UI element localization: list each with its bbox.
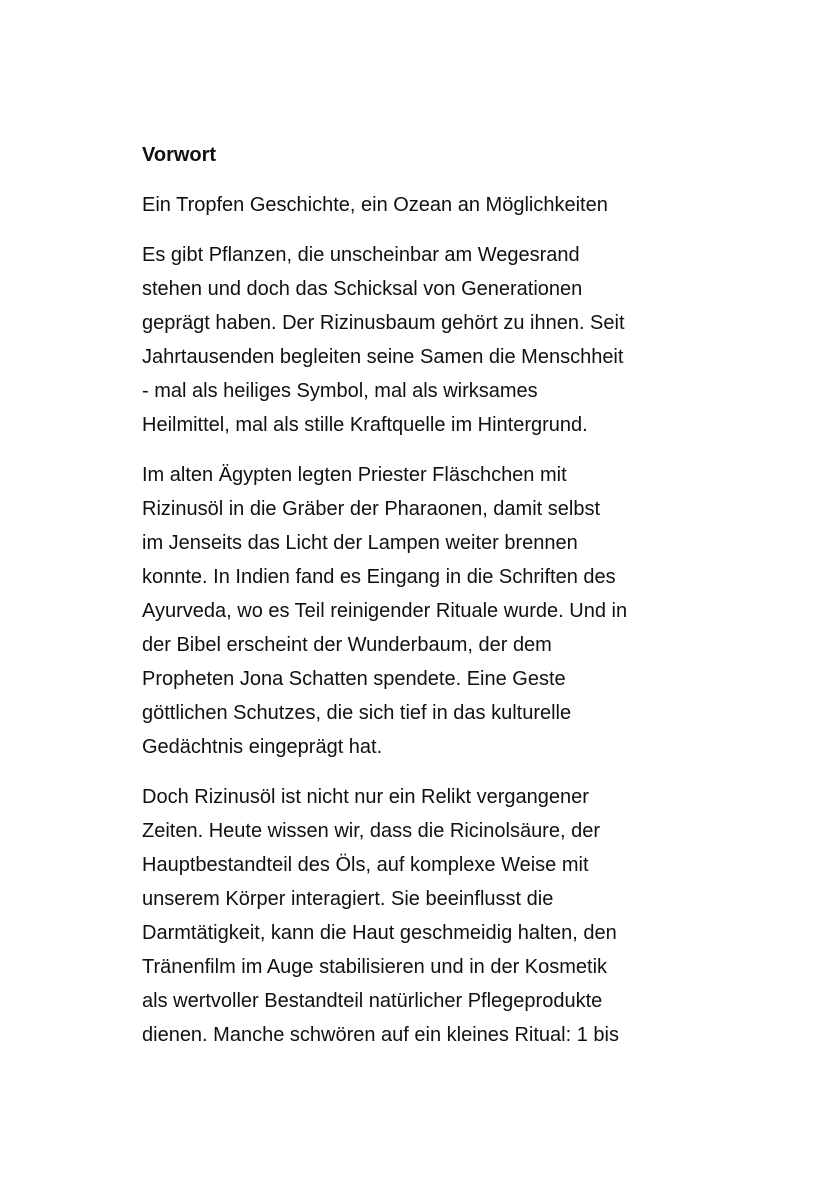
text-line: stehen und doch das Schicksal von Generationen — [142, 278, 583, 300]
text-line: dienen. Manche schwören auf ein kleines Ritual: 1 bis — [142, 1024, 619, 1046]
text-line: im Jenseits das Licht der Lampen weiter brennen — [142, 532, 578, 554]
text-line: Hauptbestandteil des Öls, auf komplexe Weise mit — [142, 854, 589, 876]
text-line: - mal als heiliges Symbol, mal als wirksames — [142, 380, 538, 402]
text-line: göttlichen Schutzes, die sich tief in das kulturelle — [142, 702, 572, 724]
paragraph-1 — [142, 238, 714, 442]
text-line: Ayurveda, wo es Teil reinigender Rituale wurde. Und in — [142, 600, 628, 622]
text-line: konnte. In Indien fand es Eingang in die Schriften des — [142, 566, 616, 588]
text-line: Im alten Ägypten legten Priester Fläschchen mit — [142, 464, 567, 486]
text-line: unserem Körper interagiert. Sie beeinflusst die — [142, 888, 554, 910]
text-line: Es gibt Pflanzen, die unscheinbar am Wegesrand — [142, 244, 580, 266]
text-line: Jahrtausenden begleiten seine Samen die Menschheit — [142, 346, 624, 368]
section-subtitle: Ein Tropfen Geschichte, ein Ozean an Möglichkeiten — [142, 194, 608, 216]
text-line: geprägt haben. Der Rizinusbaum gehört zu ihnen. Seit — [142, 312, 625, 334]
paragraph-3 — [142, 780, 714, 1052]
paragraph-2 — [142, 458, 714, 764]
text-line: als wertvoller Bestandteil natürlicher Pflegeprodukte — [142, 990, 603, 1012]
text-line: Heilmittel, mal als stille Kraftquelle im Hintergrund. — [142, 414, 588, 436]
document-body — [142, 138, 714, 1068]
text-line: Propheten Jona Schatten spendete. Eine Geste — [142, 668, 566, 690]
text-line: Doch Rizinusöl ist nicht nur ein Relikt vergangener — [142, 786, 589, 808]
text-line: Tränenfilm im Auge stabilisieren und in der Kosmetik — [142, 956, 608, 978]
text-line: Gedächtnis eingeprägt hat. — [142, 736, 383, 758]
section-heading: Vorwort — [142, 144, 217, 166]
text-line: Zeiten. Heute wissen wir, dass die Ricinolsäure, der — [142, 820, 600, 842]
text-line: Darmtätigkeit, kann die Haut geschmeidig halten, den — [142, 922, 617, 944]
text-line: Rizinusöl in die Gräber der Pharaonen, damit selbst — [142, 498, 601, 520]
text-line: der Bibel erscheint der Wunderbaum, der dem — [142, 634, 552, 656]
